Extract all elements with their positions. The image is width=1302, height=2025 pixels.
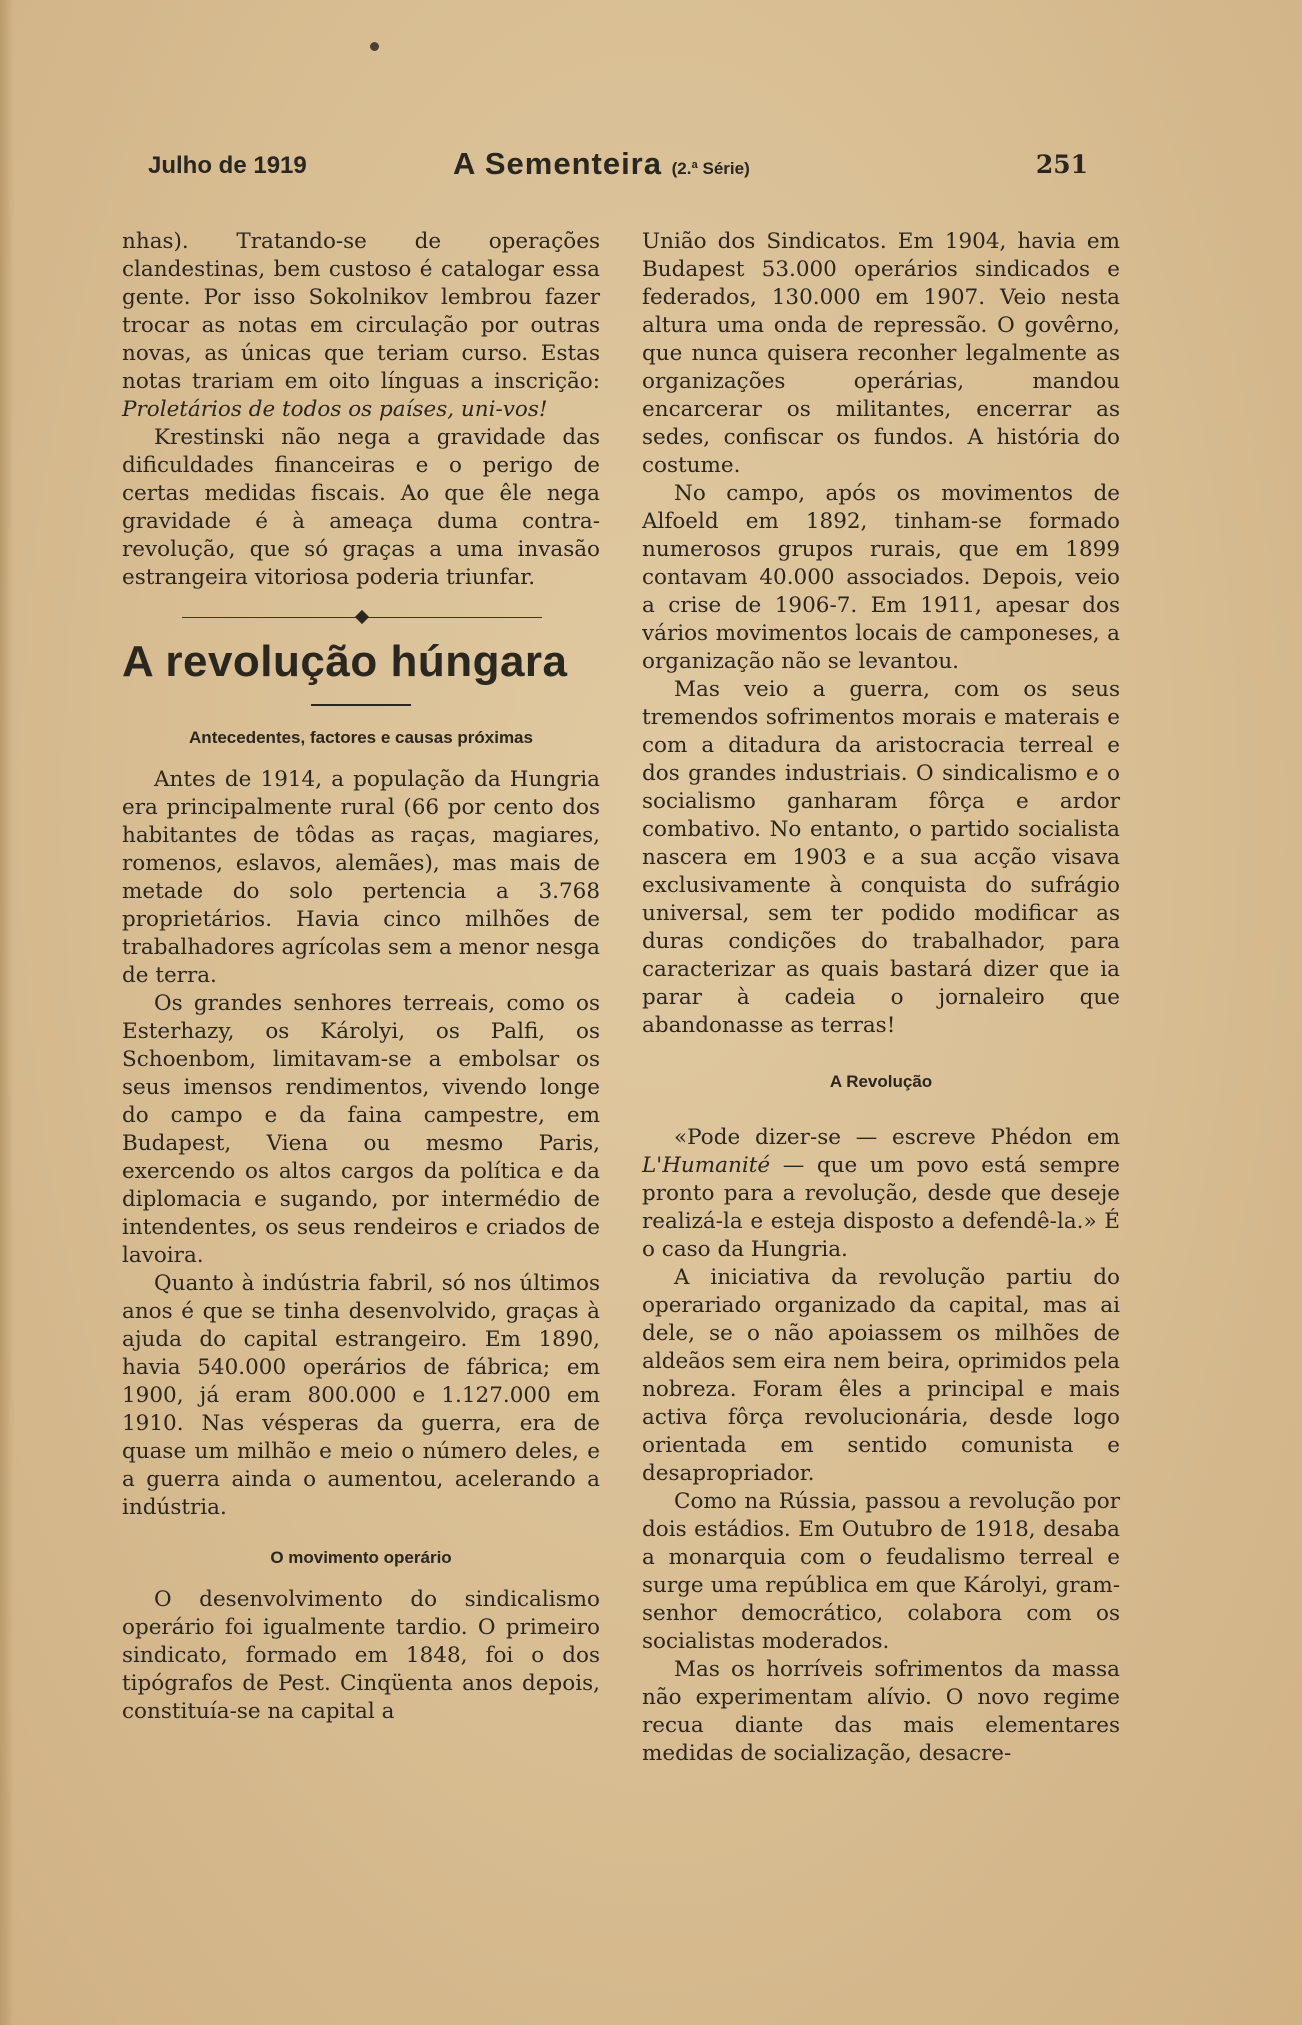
paragraph-landlords: Os grandes senhores terreais, como os Esterhazy, os Károlyi, os Palfi, os Schoenbom, limitavam-se a embolsar os seus imensos rendimentos, vivendo longe do campo e da faina campestre, em Budapest, Viena ou mesmo Paris, exercendo os altos cargos da política e da diplomacia e sugando, por intermédio de intendentes, os seus rendeiros e criados de lavoira.	[122, 991, 600, 1268]
page-edge-shadow	[0, 0, 14, 2025]
separator-ornament	[355, 610, 369, 624]
paragraph-quote	[642, 1124, 1120, 1264]
paragraph-syndicalism: O desenvolvimento do sindicalismo operário foi igualmente tardio. O primeiro sindicato, formado em 1848, foi o dos tipógrafos de Pest. Cinqüenta anos depois, constituía-se na capital a	[122, 1587, 600, 1724]
left-column	[122, 228, 600, 1726]
page-number: 251	[1035, 150, 1088, 179]
running-header	[148, 146, 1088, 190]
title-rule	[311, 704, 411, 706]
subheading-labour-movement: O movimento operário	[270, 1548, 452, 1567]
header-series: (2.ª Série)	[671, 159, 750, 178]
quote-text-b: — que um povo está sempre pronto para a revolução, desde que deseje realizá-la e esteja disposto a defendê-la.» É o caso da Hungria.	[642, 1153, 1120, 1262]
paragraph-suffering: Mas os horríveis sofrimentos da massa não experimentam alívio. O novo regime recua diante das mais elementares medidas de socialização, desacre-	[642, 1657, 1120, 1766]
article-title: A revolução húngara	[122, 637, 568, 686]
paragraph-population: Antes de 1914, a população da Hungria era principalmente rural (66 por cento dos habitantes de tôdas as raças, magiares, romenos, eslavos, alemães), mas mais de metade do solo pertencia a 3.768 proprietários. Havia cinco milhões de trabalhadores agrícolas sem a menor nesga de terra.	[122, 767, 600, 988]
intro-paragraph-1-text: nhas). Tratando-se de operações clandestinas, bem custoso é catalogar essa gente. Por isso Sokolnikov lembrou fazer trocar as notas em circulação por outras novas, as únicas que teriam curso. Estas notas trariam em oito línguas a inscrição:	[122, 229, 600, 394]
paragraph-war: Mas veio a guerra, com os seus tremendos sofrimentos morais e materais e com a ditadura da aristocracia terreal e dos grandes industriais. O sindicalismo e o socialismo ganharam fôrça e ardor combativo. No entanto, o partido socialista nascera em 1903 e a sua acção visava exclusivamente à conquista do sufrágio universal, sem ter podido modificar as duras condições do trabalhador, para caracterizar as quais bastará dizer que ia parar à cadeia o jornaleiro que abandonasse as terras!	[642, 677, 1120, 1038]
section-separator	[182, 612, 542, 622]
ink-dot	[370, 42, 379, 51]
paragraph-two-stages: Como na Rússia, passou a revolução por dois estádios. Em Outubro de 1918, desaba a monarquia com o feudalismo terreal e surge uma república em que Károlyi, gram-senhor democrático, colabora com os socialistas moderados.	[642, 1489, 1120, 1654]
header-title	[453, 146, 750, 182]
paragraph-countryside: No campo, após os movimentos de Alfoeld em 1892, tinham-se formado numerosos grupos rurais, que em 1899 contavam 40.000 associados. Depois, veio a crise de 1906-7. Em 1911, apesar dos vários movimentos locais de camponeses, a organização não se levantou.	[642, 481, 1120, 674]
intro-paragraph-1	[122, 228, 600, 424]
intro-paragraph-2: Krestinski não nega a gravidade das dificuldades financeiras e o perigo de certas medidas fiscais. Ao que êle nega gravidade é à ameaça duma contra-revolução, que só graças a uma invasão estrangeira vitoriosa poderia triunfar.	[122, 425, 600, 590]
header-title-text: A Sementeira	[453, 146, 662, 181]
separator-line-right	[366, 617, 542, 618]
subheading-revolution: A Revolução	[829, 1072, 933, 1091]
paragraph-initiative: A iniciativa da revolução partiu do operariado organizado da capital, mas ai dele, se o não apoiassem os milhões de aldeãos sem eira nem beira, oprimidos pela nobreza. Foram êles a principal e mais activa fôrça revolucionária, desde logo orientada em sentido comunista e desapropriador.	[642, 1265, 1120, 1486]
separator-line-left	[182, 617, 358, 618]
quote-source: L'Humanité	[642, 1153, 771, 1178]
right-column	[642, 228, 1120, 1768]
quote-text-a: «Pode dizer-se — escreve Phédon em	[674, 1125, 1120, 1150]
header-date: Julho de 1919	[148, 152, 307, 179]
subheading-antecedents: Antecedentes, factores e causas próximas	[189, 728, 533, 747]
paragraph-industry: Quanto à indústria fabril, só nos últimos anos é que se tinha desenvolvido, graças à ajuda do capital estrangeiro. Em 1890, havia 540.000 operários de fábrica; em 1900, já eram 800.000 e 1.127.000 em 1910. Nas vésperas da guerra, era de quase um milhão e meio o número deles, e a guerra ainda o aumentou, acelerando a indústria.	[122, 1271, 600, 1520]
paragraph-union: União dos Sindicatos. Em 1904, havia em Budapest 53.000 operários sindicados e federados, 130.000 em 1907. Veio nesta altura uma onda de repressão. O govêrno, que nunca quisera reconher legalmente as organizações operárias, mandou encarcerar os militantes, encerrar as sedes, confiscar os fundos. A história do costume.	[642, 229, 1120, 478]
intro-paragraph-1-slogan: Proletários de todos os países, uni-vos!	[122, 397, 548, 422]
